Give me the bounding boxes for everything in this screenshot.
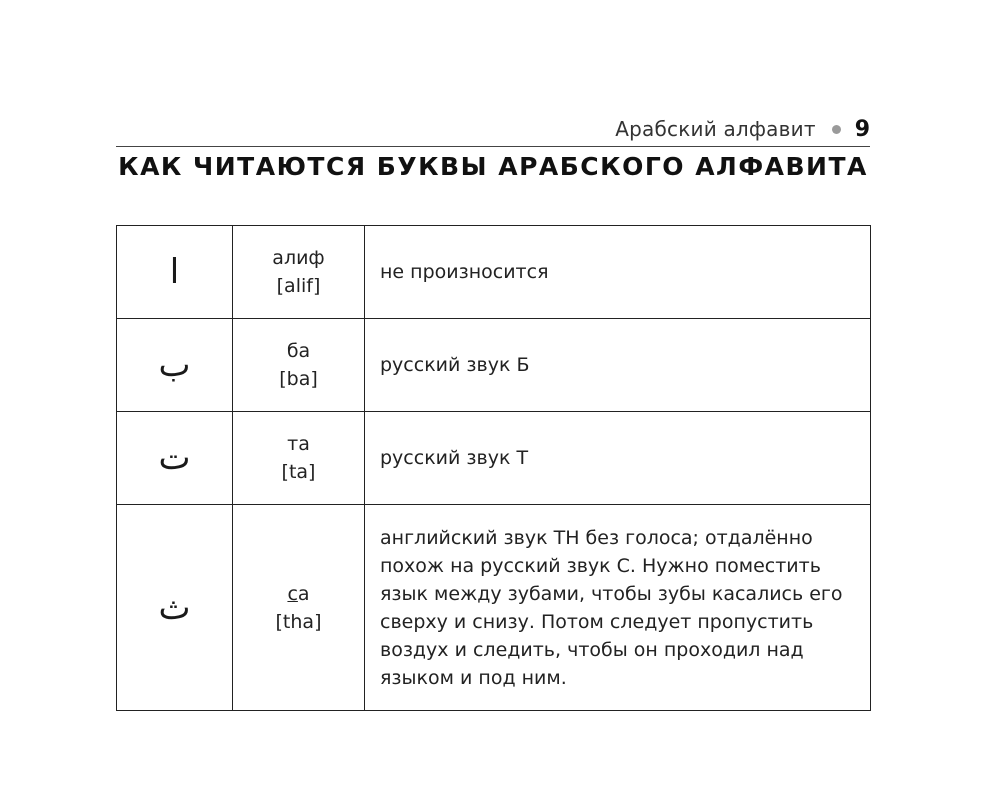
arabic-letter-ta: ت	[117, 412, 233, 505]
letter-description: русский звук Т	[365, 412, 871, 505]
letter-transliteration: [ta]	[281, 461, 316, 483]
table-row	[117, 505, 871, 711]
letter-name: та	[287, 433, 310, 455]
letter-name-rest: а	[297, 582, 310, 605]
table-row	[117, 319, 871, 412]
letter-description: английский звук TH без голоса; отдалённо похож на русский звук С. Нужно поместить язык между зубами, чтобы зубы касались его сверху и снизу. Потом следует пропустить воздух и следить, чтобы он проходил над языком и под ним.	[365, 505, 871, 711]
section-title: Арабский алфавит	[615, 117, 816, 141]
arabic-letter-alif: ا	[117, 226, 233, 319]
letter-name-cell	[233, 412, 365, 505]
table-row	[117, 412, 871, 505]
arabic-letter-ba: ب	[117, 319, 233, 412]
letter-name: ба	[286, 340, 311, 362]
alphabet-table	[116, 225, 871, 711]
running-head	[116, 112, 870, 147]
letter-description: русский звук Б	[365, 319, 871, 412]
letter-description: не произносится	[365, 226, 871, 319]
arabic-letter-tha: ث	[117, 505, 233, 711]
letter-name	[233, 580, 364, 608]
letter-name-cell	[233, 319, 365, 412]
bullet-dot-icon	[832, 125, 841, 134]
letter-name-cell	[233, 226, 365, 319]
letter-transliteration: [alif]	[276, 275, 321, 297]
page-title: КАК ЧИТАЮТСЯ БУКВЫ АРАБСКОГО АЛФАВИТА	[118, 152, 868, 181]
letter-transliteration: [ba]	[279, 368, 318, 390]
letter-transliteration: [tha]	[275, 610, 322, 633]
letter-name-underlined-part: с	[287, 582, 298, 605]
page-number: 9	[854, 116, 870, 142]
letter-name: алиф	[272, 247, 325, 269]
letter-name-cell	[233, 505, 365, 711]
table-row	[117, 226, 871, 319]
